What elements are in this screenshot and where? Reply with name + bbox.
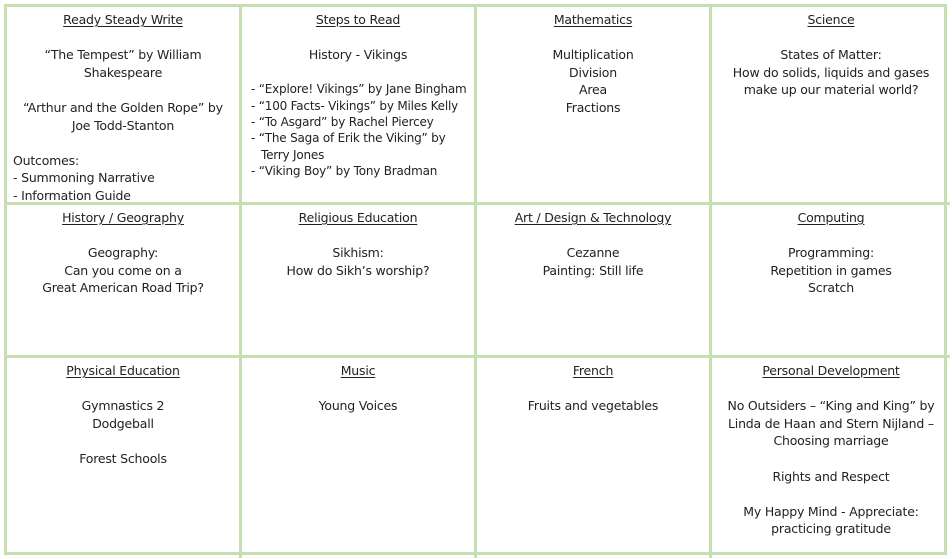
subject-line: Division [569, 64, 617, 80]
subject-line: Shakespeare [83, 64, 163, 80]
reading-list-item: - “100 Facts- Vikings” by Miles Kelly [251, 98, 459, 113]
subject-cell [712, 7, 950, 205]
reading-list [248, 81, 468, 179]
subject-cell [477, 205, 712, 358]
subject-cell [477, 7, 712, 205]
subject-title: Ready Steady Write [63, 12, 183, 27]
subject-line [248, 64, 468, 82]
spacer [248, 227, 468, 245]
subject-title: Steps to Read [315, 12, 401, 27]
subject-line [13, 432, 233, 450]
subject-line: “Arthur and the Golden Rope” by [23, 99, 223, 115]
subject-line: Choosing marriage [773, 433, 889, 449]
reading-list-item: - “The Saga of Erik the Viking” by Terry Jones [251, 131, 446, 162]
outcome-line: - Information Guide [13, 187, 131, 203]
subject-line: Repetition in games [770, 262, 892, 278]
subject-line: Programming: [787, 245, 875, 261]
reading-list-item: - “To Asgard” by Rachel Piercey [251, 114, 434, 129]
subject-cell [712, 205, 950, 358]
subject-cell [242, 358, 477, 558]
subject-line: Great American Road Trip? [42, 280, 204, 296]
subject-line: Young Voices [318, 398, 398, 414]
subject-line [13, 134, 233, 152]
subject-line: Geography: [87, 245, 159, 261]
subject-title: French [572, 363, 614, 378]
subject-cell [712, 358, 950, 558]
subject-line: Area [579, 82, 607, 98]
subject-line: practicing gratitude [771, 521, 891, 537]
subject-title: Personal Development [762, 363, 900, 378]
subject-title: Science [807, 12, 855, 27]
spacer [13, 380, 233, 398]
subject-cell [7, 7, 242, 205]
outcomes-block [13, 152, 233, 205]
subject-title: Religious Education [298, 210, 418, 225]
subject-line: History - Vikings [308, 47, 408, 63]
subject-line [718, 450, 944, 468]
subject-line: make up our material world? [743, 82, 919, 98]
subject-line: No Outsiders – “King and King” by [727, 398, 935, 414]
spacer [718, 29, 944, 47]
subject-line: Can you come on a [64, 262, 182, 278]
spacer [13, 29, 233, 47]
reading-list-item: - “Explore! Vikings” by Jane Bingham [251, 82, 467, 97]
subject-line: Joe Todd-Stanton [71, 117, 175, 133]
subject-line: Fruits and vegetables [527, 398, 659, 414]
subject-line: States of Matter: [780, 47, 882, 63]
subject-cell [242, 7, 477, 205]
subject-cell [7, 358, 242, 558]
subject-line: Dodgeball [92, 415, 154, 431]
spacer [718, 227, 944, 245]
curriculum-grid [4, 4, 947, 555]
outcome-line: Outcomes: [13, 152, 79, 168]
spacer [483, 380, 703, 398]
subject-line: Linda de Haan and Stern Nijland – [728, 415, 934, 431]
subject-line: Multiplication [552, 47, 634, 63]
subject-title: Music [340, 363, 376, 378]
outcome-line: - Summoning Narrative [13, 170, 155, 186]
spacer [483, 29, 703, 47]
subject-title: Art / Design & Technology [514, 210, 672, 225]
subject-cell [242, 205, 477, 358]
subject-line: Painting: Still life [542, 262, 644, 278]
reading-list-item: - “Viking Boy” by Tony Bradman [251, 163, 438, 178]
subject-line: Sikhism: [332, 245, 384, 261]
subject-line: Fractions [565, 99, 621, 115]
spacer [718, 380, 944, 398]
subject-cell [7, 205, 242, 358]
subject-title: Computing [797, 210, 865, 225]
subject-line: My Happy Mind - Appreciate: [743, 503, 919, 519]
subject-title: Physical Education [66, 363, 180, 378]
subject-line: “The Tempest” by William [44, 47, 202, 63]
subject-line: Rights and Respect [772, 468, 890, 484]
subject-line: Forest Schools [79, 450, 167, 466]
spacer [483, 227, 703, 245]
subject-line: Cezanne [566, 245, 620, 261]
subject-line: How do Sikh’s worship? [286, 262, 430, 278]
subject-title: History / Geography [62, 210, 184, 225]
subject-line: Scratch [808, 280, 854, 296]
subject-title: Mathematics [553, 12, 633, 27]
subject-line [13, 81, 233, 99]
subject-line: Gymnastics 2 [81, 398, 165, 414]
subject-line: How do solids, liquids and gases [732, 64, 930, 80]
spacer [248, 29, 468, 47]
subject-line [718, 485, 944, 503]
subject-cell [477, 358, 712, 558]
spacer [13, 227, 233, 245]
spacer [248, 380, 468, 398]
